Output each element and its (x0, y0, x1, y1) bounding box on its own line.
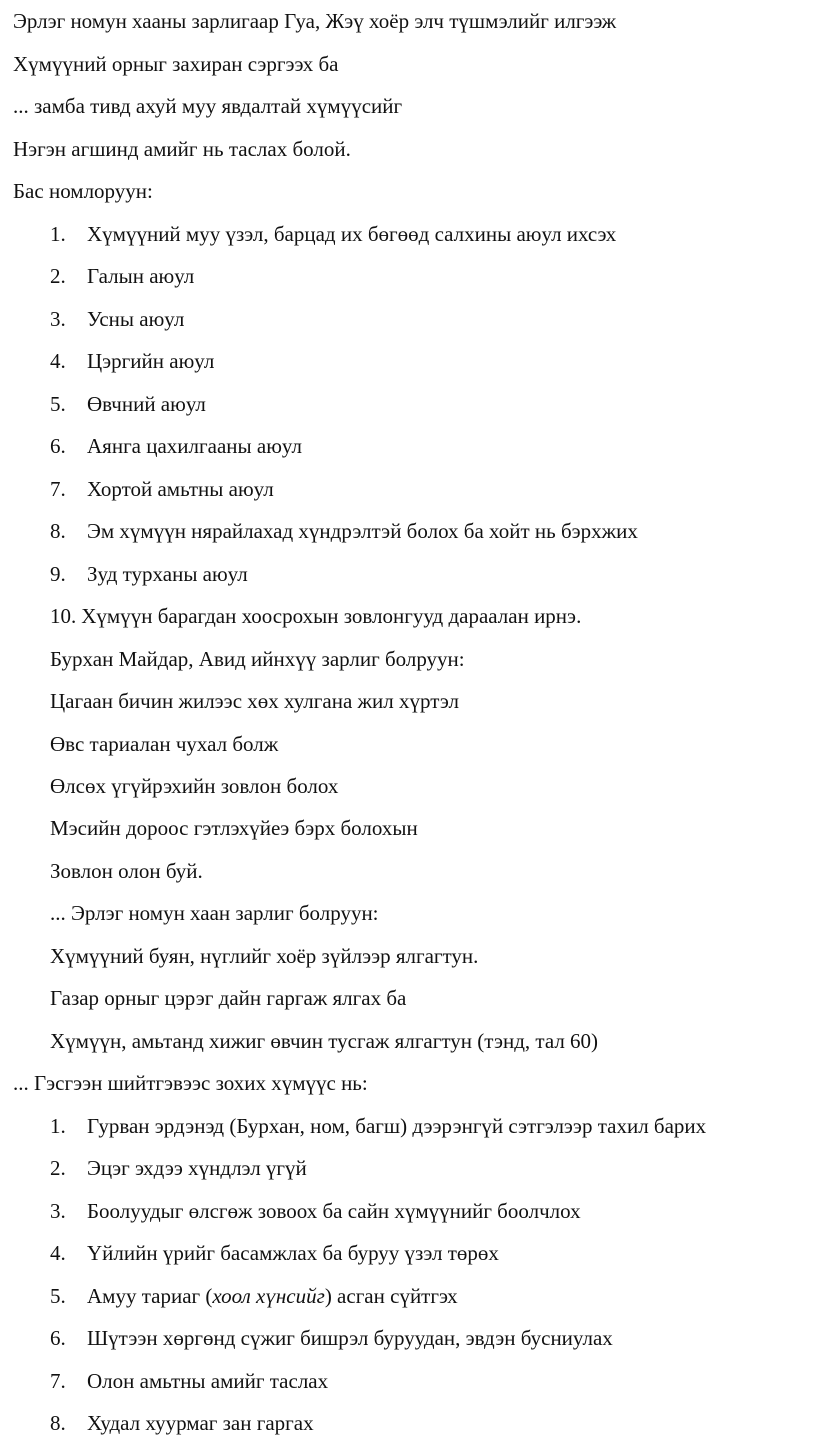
list-number: 5. (50, 392, 66, 416)
list-number: 7. (50, 1369, 66, 1393)
list-item (50, 219, 616, 249)
list-item (50, 1111, 706, 1141)
section-heading: ... Гэсгээн шийтгэвээс зохих хүмүүс нь: (13, 1071, 368, 1095)
text-line: Зовлон олон буй. (50, 859, 203, 883)
list-item (50, 389, 206, 419)
list-text: Аянга цахилгааны аюул (87, 434, 302, 458)
list-text: Цэргийн аюул (87, 349, 215, 373)
list-item (50, 431, 302, 461)
list-item (50, 474, 274, 504)
list-item (50, 261, 194, 291)
list-text: Эцэг эхдээ хүндлэл үгүй (87, 1156, 307, 1180)
list-item (50, 516, 638, 546)
list-number: 8. (50, 519, 66, 543)
list-text: Үйлийн үрийг басамжлах ба буруу үзэл төрөх (87, 1241, 499, 1265)
text-line: Хүмүүний орныг захиран сэргээх ба (13, 52, 339, 76)
list-number: 2. (50, 1156, 66, 1180)
list-number: 5. (50, 1284, 66, 1308)
list-number: 3. (50, 1199, 66, 1223)
text-line: Хүмүүн, амьтанд хижиг өвчин тусгаж ялгагтун (тэнд, тал 60) (50, 1029, 599, 1053)
list-text: Өвчний аюул (87, 392, 206, 416)
list-text-before: Амуу тариаг ( (87, 1284, 213, 1308)
list-number: 3. (50, 307, 66, 331)
list-item (50, 1196, 581, 1226)
list-item (50, 1408, 314, 1438)
list-number: 9. (50, 562, 66, 586)
list-text: Боолуудыг өлсгөж зовоох ба сайн хүмүүнийг боолчлох (87, 1199, 581, 1223)
text-line: Газар орныг цэрэг дайн гаргаж ялгах ба (50, 986, 407, 1010)
list-item (50, 1281, 458, 1311)
text-line: Цагаан бичин жилээс хөх хулгана жил хүртэл (50, 689, 460, 713)
text-line: Эрлэг номун хааны зарлигаар Гуа, Жэү хоёр элч түшмэлийг илгээж (13, 9, 617, 33)
list-text: Худал хуурмаг зан гаргах (87, 1411, 314, 1435)
list-text: Усны аюул (87, 307, 185, 331)
list-text: Эм хүмүүн нярайлахад хүндрэлтэй болох ба хойт нь бэрхжих (87, 519, 638, 543)
list-number: 2. (50, 264, 66, 288)
text-line: Өвс тариалан чухал болж (50, 732, 279, 756)
list-text-italic: хоол хүнсийг (212, 1284, 325, 1308)
list-text: Хортой амьтны аюул (87, 477, 274, 501)
text-line: ... замба тивд ахуй муу явдалтай хүмүүсийг (13, 94, 403, 118)
list-number: 6. (50, 1326, 66, 1350)
list-item (50, 1366, 328, 1396)
text-line: ... Эрлэг номун хаан зарлиг болруун: (50, 901, 379, 925)
list-item (50, 601, 581, 631)
list-item (50, 1153, 307, 1183)
list-number: 4. (50, 349, 66, 373)
list-number: 6. (50, 434, 66, 458)
list-item (50, 304, 184, 334)
list-text: Гурван эрдэнэд (Бурхан, ном, багш) дээрэнгүй сэтгэлээр тахил барих (87, 1114, 707, 1138)
list-text: Хүмүүний муу үзэл, барцад их бөгөөд салхины аюул ихсэх (87, 222, 617, 246)
list-text: Хүмүүн барагдан хоосрохын зовлонгууд дараалан ирнэ. (81, 604, 582, 628)
text-line: Өлсөх үгүйрэхийн зовлон болох (50, 774, 339, 798)
text-line: Хүмүүний буян, нүглийг хоёр зүйлээр ялгагтун. (50, 944, 479, 968)
list-number: 1. (50, 1114, 66, 1138)
list-number: 10. (50, 604, 77, 628)
text-line: Нэгэн агшинд амийг нь таслах болой. (13, 137, 351, 161)
list-number: 7. (50, 477, 66, 501)
text-line: Мэсийн дороос гэтлэхүйеэ бэрх болохын (50, 816, 418, 840)
list-text: Олон амьтны амийг таслах (87, 1369, 329, 1393)
list-item (50, 559, 248, 589)
list-text: Зуд турханы аюул (87, 562, 248, 586)
list-text: Шүтээн хөргөнд сүжиг бишрэл буруудан, эвдэн бусниулах (87, 1326, 613, 1350)
text-line: Бурхан Майдар, Авид ийнхүү зарлиг болруун: (50, 647, 465, 671)
list-text-after: ) асган сүйтгэх (324, 1284, 458, 1308)
list-text: Галын аюул (87, 264, 195, 288)
list-number: 8. (50, 1411, 66, 1435)
list-item (50, 1323, 613, 1353)
list-number: 4. (50, 1241, 66, 1265)
list-item (50, 346, 214, 376)
section-heading: Бас номлоруун: (13, 179, 153, 203)
list-number: 1. (50, 222, 66, 246)
list-item (50, 1238, 499, 1268)
